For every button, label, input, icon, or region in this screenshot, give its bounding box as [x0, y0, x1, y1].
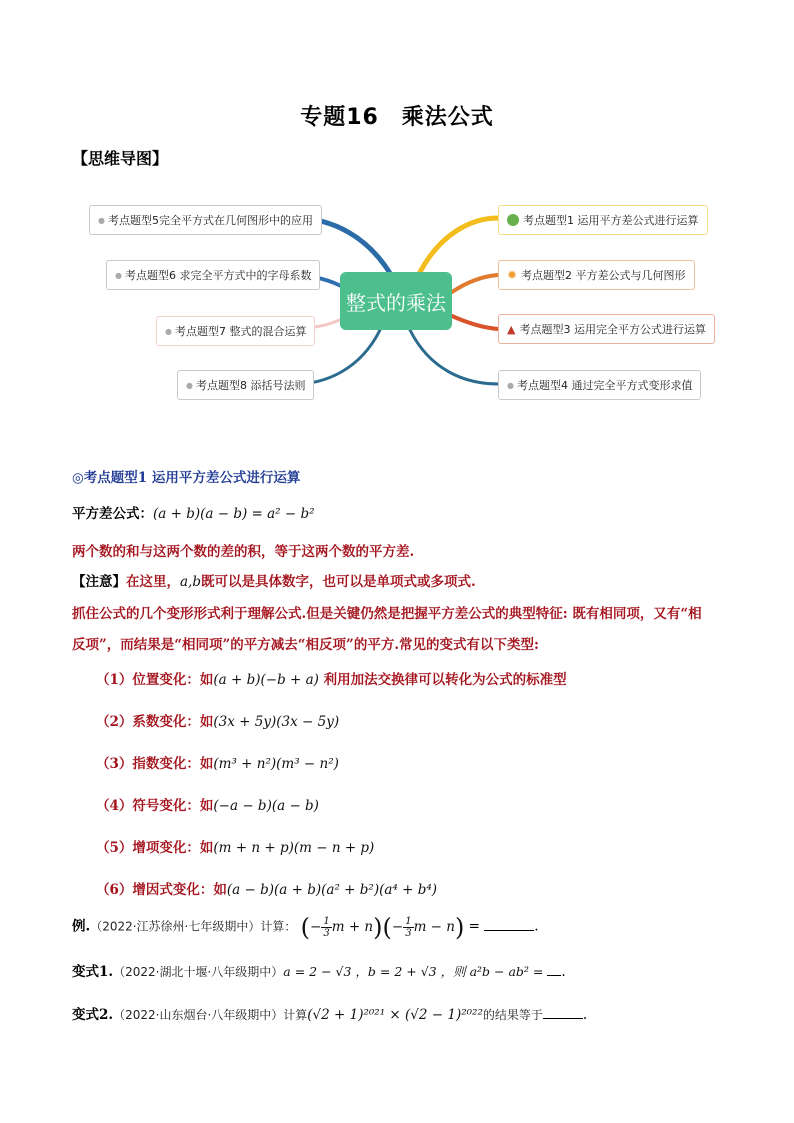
mindmap-node-topic8: [177, 370, 314, 400]
example-expr: (− $\frac{1}{3}$ m + n)(− $\frac{1}{3}$ m − n): [300, 913, 465, 941]
info-circle-icon: [507, 214, 519, 226]
variant1-line: [72, 960, 566, 980]
note-vars: a,b: [180, 574, 201, 590]
equals-sign: =: [468, 918, 480, 935]
tip-line-1: 抓住公式的几个变形形式利于理解公式.但是关键仍然是把握平方差公式的典型特征: 既有相同项，又有“相: [72, 606, 702, 622]
variant-label: （2）系数变化：如: [96, 714, 214, 730]
mindmap-heading: 【思维导图】: [72, 149, 169, 168]
variant-item-2: [96, 710, 339, 730]
formula: (a + b)(a − b) = a² − b²: [153, 506, 315, 522]
mindmap-center-node: 整式的乘法: [340, 272, 452, 330]
node-label: 考点题型8 添括号法则: [195, 379, 306, 392]
mindmap-node-topic1: [498, 205, 708, 235]
variant-item-6: [96, 878, 437, 898]
sign: −: [310, 918, 322, 935]
branch-right-2: [452, 275, 498, 292]
user-icon: ▲: [507, 322, 516, 336]
variant-item-3: [96, 752, 339, 772]
mindmap-node-topic7: [156, 316, 315, 346]
expr-rest: m + n: [331, 918, 374, 935]
bullet-icon: ●: [165, 326, 172, 336]
variant-label: （6）增因式变化：如: [96, 882, 227, 898]
answer-blank[interactable]: [547, 963, 561, 976]
variant2-after: 的结果等于: [482, 1008, 543, 1022]
tip-line-2: 反项”，而结果是“相同项”的平方减去“相反项”的平方.常见的变式有以下类型:: [72, 637, 540, 653]
variant-label: （4）符号变化：如: [96, 798, 214, 814]
mindmap-node-topic5: [89, 205, 322, 235]
variant-item-5: [96, 836, 374, 856]
variant-expr: (m³ + n²)(m³ − n²): [213, 756, 339, 772]
mindmap-node-topic3: [498, 314, 715, 344]
node-label: 考点题型6 求完全平方式中的字母系数: [124, 269, 312, 282]
note-post: 既可以是具体数字，也可以是单项式或多项式.: [200, 574, 476, 590]
variant-expr: (3x + 5y)(3x − 5y): [213, 714, 340, 730]
variant-expr: (a − b)(a + b)(a² + b²)(a⁴ + b⁴): [226, 882, 438, 898]
variant-after: 利用加法交换律可以转化为公式的标准型: [323, 672, 567, 688]
answer-blank[interactable]: [484, 918, 534, 931]
fraction: [321, 916, 331, 939]
variant2-line: [72, 1003, 587, 1023]
node-label: 考点题型5完全平方式在几何图形中的应用: [107, 214, 313, 227]
variant1-label: 变式1.: [72, 964, 114, 980]
example-label: 例.: [72, 918, 91, 935]
formula-line: [72, 502, 315, 522]
node-label: 考点题型1 运用平方差公式进行运算: [523, 214, 699, 227]
frac-den: 3: [405, 927, 412, 939]
period: .: [561, 964, 566, 980]
branch-right-3: [452, 316, 498, 329]
branch-right-1: [420, 218, 498, 272]
mindmap-node-topic6: [106, 260, 320, 290]
variant-item-4: [96, 794, 319, 814]
node-label: 考点题型2 平方差公式与几何图形: [521, 269, 686, 282]
note-pre: 在这里，: [126, 574, 180, 590]
bullet-icon: ●: [98, 215, 105, 225]
node-label: 考点题型4 通过完全平方式变形求值: [516, 379, 693, 392]
variant2-source: （2022·山东烟台·八年级期中）计算: [113, 1008, 308, 1022]
variant1-source: （2022·湖北十堰·八年级期中）: [113, 965, 284, 979]
mindmap-node-topic2: [498, 260, 695, 290]
note-line: [72, 570, 476, 590]
formula-label: 平方差公式：: [72, 506, 153, 522]
frac-num: 1: [405, 915, 412, 927]
period: .: [582, 1007, 588, 1023]
topic1-heading: ◎考点题型1 运用平方差公式进行运算: [72, 470, 301, 486]
frac-den: 3: [323, 927, 330, 939]
example-source: （2022·江苏徐州·七年级期中）计算：: [90, 919, 297, 934]
period: .: [534, 918, 539, 935]
node-label: 考点题型7 整式的混合运算: [174, 325, 307, 338]
node-label: 考点题型3 运用完全平方公式进行运算: [519, 323, 706, 336]
sign: −: [391, 918, 404, 935]
variant-item-1: [96, 668, 567, 688]
page-title: 专题16 乘法公式: [300, 105, 494, 130]
branch-right-4: [410, 330, 498, 384]
answer-blank[interactable]: [543, 1006, 583, 1019]
fraction: [403, 916, 413, 939]
variant-label: （3）指数变化：如: [96, 756, 214, 772]
variant-label: （1）位置变化：如: [96, 672, 214, 688]
bullet-icon: ●: [115, 270, 122, 280]
variant-expr: (a + b)(−b + a): [213, 672, 319, 688]
bullet-icon: ●: [186, 380, 193, 390]
variant-expr: (−a − b)(a − b): [213, 798, 319, 814]
variant2-expr: (√2 + 1)²⁰²¹ × (√2 − 1)²⁰²²: [307, 1007, 483, 1023]
variant1-text: a = 2 − √3 ，b = 2 + √3 ，则 a²b − ab² =: [283, 964, 548, 979]
mindmap-node-topic4: [498, 370, 701, 400]
expr-rest: m − n: [413, 918, 455, 935]
variant-label: （5）增项变化：如: [96, 840, 214, 856]
variant-expr: (m + n + p)(m − n + p): [213, 840, 375, 856]
variant2-label: 变式2.: [72, 1007, 114, 1023]
rule-text: 两个数的和与这两个数的差的积，等于这两个数的平方差.: [72, 544, 415, 560]
bullet-icon: ●: [507, 380, 514, 390]
frac-num: 1: [323, 915, 330, 927]
note-label: 【注意】: [72, 574, 126, 590]
example-line: [72, 913, 539, 941]
gear-icon: ✹: [507, 268, 518, 282]
